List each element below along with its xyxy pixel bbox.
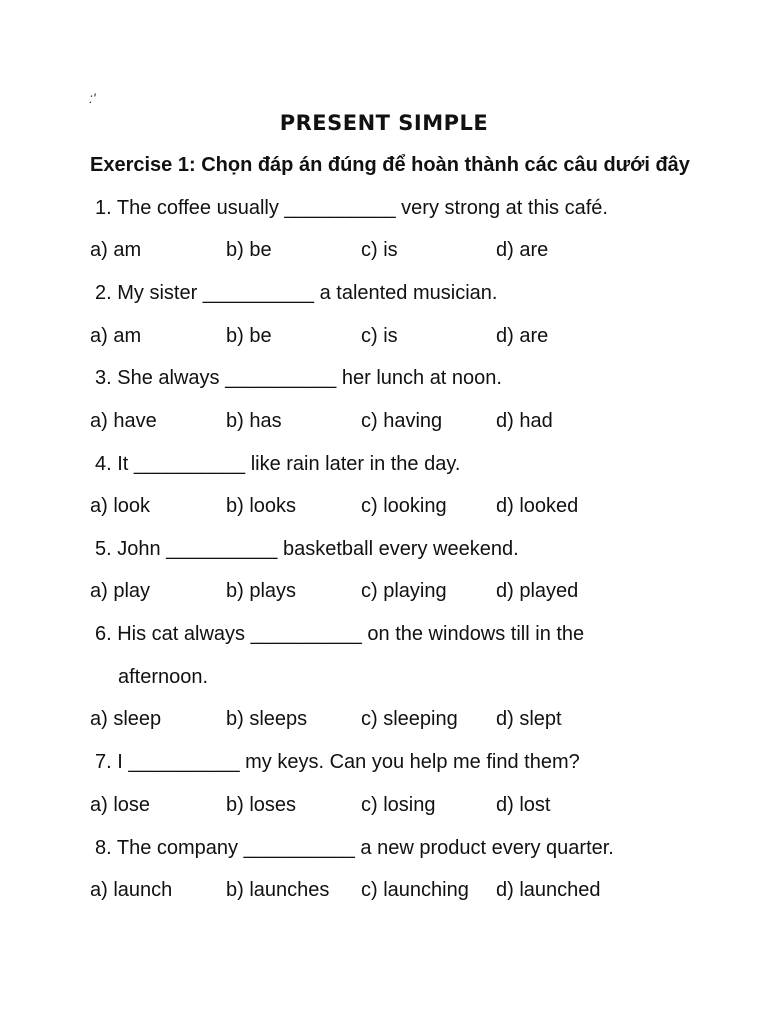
option-a: a) launch [90, 879, 173, 901]
option-a: a) play [90, 580, 151, 602]
options-row [90, 879, 690, 905]
question-text: 3. She always __________ her lunch at noon. [95, 367, 502, 389]
option-c: c) looking [361, 495, 447, 517]
option-b: b) be [226, 325, 272, 347]
option-d: d) are [496, 325, 549, 347]
question-text-continued: afternoon. [118, 666, 209, 688]
corner-mark: :' [89, 90, 96, 106]
option-a: a) lose [90, 794, 151, 816]
options-row [90, 325, 690, 351]
exercise-heading: Exercise 1: Chọn đáp án đúng để hoàn thành các câu dưới đây [90, 154, 690, 176]
question-text: 5. John __________ basketball every weekend. [95, 538, 519, 560]
question-text: 4. It __________ like rain later in the day. [95, 453, 461, 475]
question-text: 8. The company __________ a new product every quarter. [95, 837, 614, 859]
options-row [90, 794, 690, 820]
option-d: d) played [496, 580, 579, 602]
page-title: PRESENT SIMPLE [279, 111, 489, 135]
option-c: c) playing [361, 580, 447, 602]
option-d: d) slept [496, 708, 562, 730]
option-d: d) lost [496, 794, 551, 816]
question-text: 6. His cat always __________ on the windows till in the [95, 623, 585, 645]
option-d: d) had [496, 410, 553, 432]
option-b: b) loses [226, 794, 297, 816]
option-c: c) launching [361, 879, 469, 901]
question-text: 7. I __________ my keys. Can you help me find them? [95, 751, 580, 773]
question-text: 2. My sister __________ a talented musician. [95, 282, 498, 304]
option-c: c) is [361, 325, 398, 347]
option-d: d) are [496, 239, 549, 261]
option-b: b) be [226, 239, 272, 261]
option-a: a) am [90, 325, 142, 347]
option-a: a) look [90, 495, 151, 517]
option-c: c) is [361, 239, 398, 261]
option-b: b) sleeps [226, 708, 308, 730]
option-a: a) am [90, 239, 142, 261]
question-text: 1. The coffee usually __________ very strong at this café. [95, 197, 608, 219]
options-row [90, 580, 690, 606]
options-row [90, 239, 690, 265]
option-b: b) plays [226, 580, 297, 602]
option-b: b) launches [226, 879, 330, 901]
option-d: d) looked [496, 495, 579, 517]
option-a: a) have [90, 410, 157, 432]
options-row [90, 495, 690, 521]
option-c: c) losing [361, 794, 436, 816]
option-c: c) sleeping [361, 708, 458, 730]
options-row [90, 410, 690, 436]
options-row [90, 708, 690, 734]
option-a: a) sleep [90, 708, 162, 730]
option-b: b) looks [226, 495, 297, 517]
option-c: c) having [361, 410, 443, 432]
option-d: d) launched [496, 879, 601, 901]
option-b: b) has [226, 410, 282, 432]
